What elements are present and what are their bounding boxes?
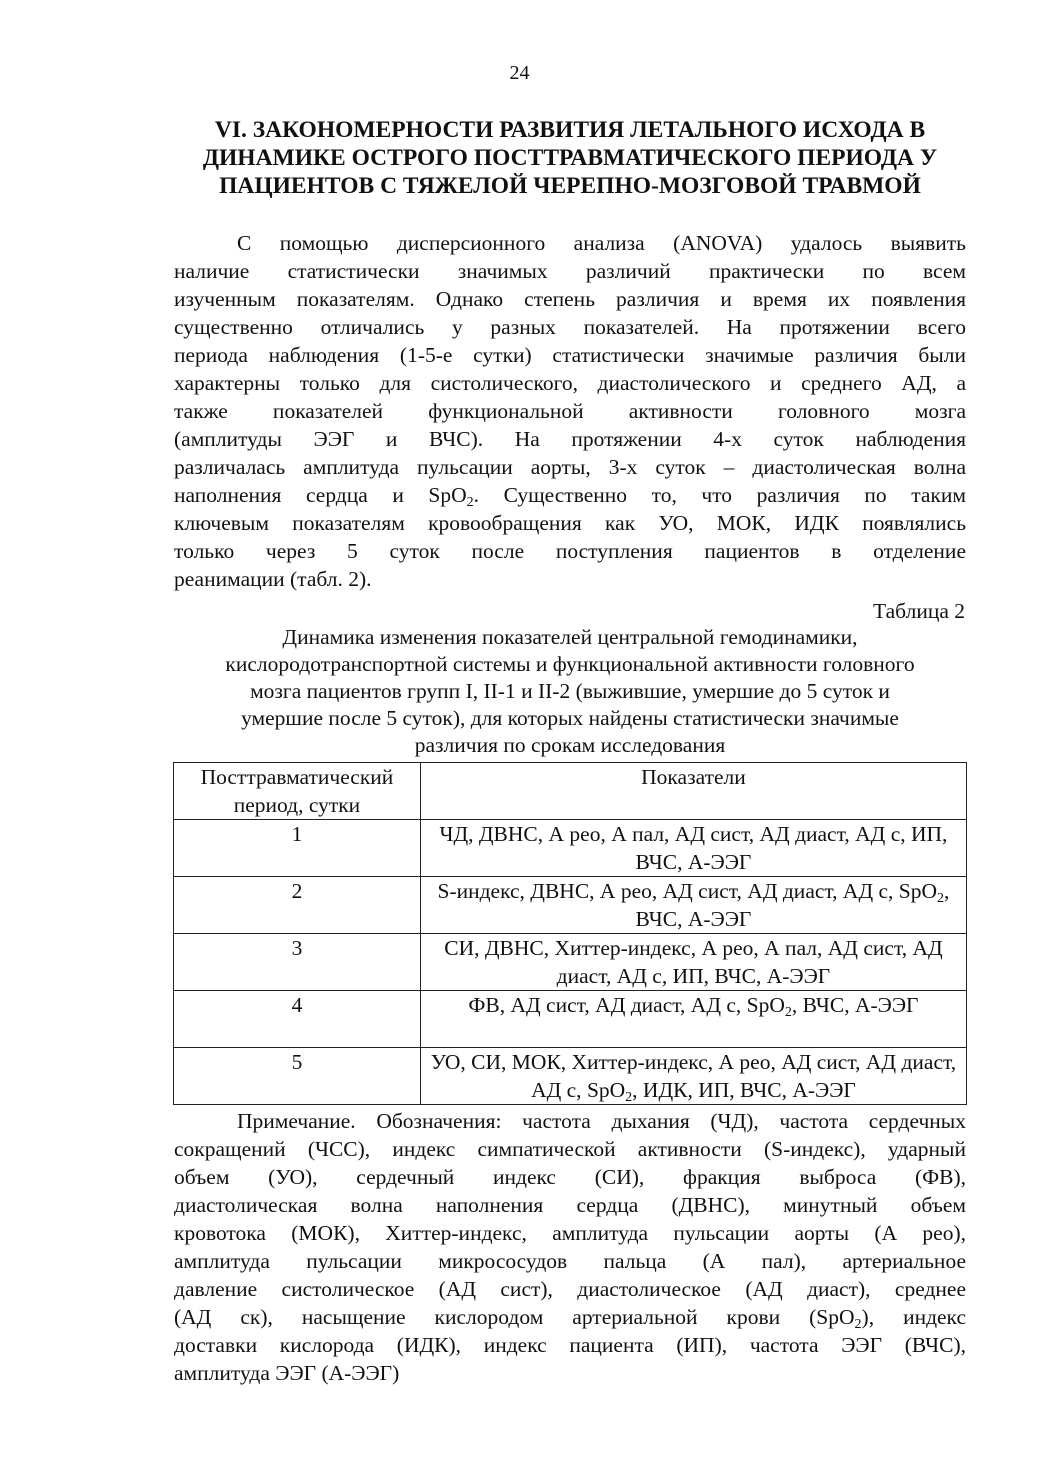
- caption-line: умершие после 5 суток), для которых найдены статистически значимые: [241, 706, 899, 730]
- note-line: кровотока (МОК), Хиттер-индекс, амплитуда пульсации аорты (А рео),: [174, 1221, 966, 1245]
- table-caption: [164, 624, 976, 759]
- subscript: 2: [937, 891, 945, 906]
- period-cell: 4: [174, 991, 421, 1048]
- heading-line: ДИНАМИКЕ ОСТРОГО ПОСТТРАВМАТИЧЕСКОГО ПЕРИОДА У: [202, 145, 938, 171]
- heading-line: VI. ЗАКОНОМЕРНОСТИ РАЗВИТИЯ ЛЕТАЛЬНОГО ИСХОДА В: [214, 117, 926, 143]
- heading-line: ПАЦИЕНТОВ С ТЯЖЕЛОЙ ЧЕРЕПНО-МОЗГОВОЙ ТРАВМОЙ: [219, 173, 921, 199]
- note-line: давление систолическое (АД сист), диастолическое (АД диаст), среднее: [174, 1277, 966, 1301]
- intro-paragraph: [174, 229, 966, 593]
- caption-line: мозга пациентов групп I, II-1 и II-2 (выжившие, умершие до 5 суток и: [250, 679, 890, 703]
- indicators-cell: СИ, ДВНС, Хиттер-индекс, А рео, А пал, АД сист, АД диаст, АД с, ИП, ВЧС, А-ЭЭГ: [420, 934, 966, 991]
- page-number: 24: [509, 62, 530, 84]
- paragraph-line: также показателей функциональной активности головного мозга: [174, 399, 966, 423]
- subscript: 2: [784, 1005, 792, 1020]
- note-line: диастолическая волна наполнения сердца (ДВНС), минутный объем: [174, 1193, 966, 1217]
- paragraph-line: только через 5 суток после поступления пациентов в отделение: [174, 539, 966, 563]
- period-cell: 3: [174, 934, 421, 991]
- paragraph-line: С помощью дисперсионного анализа (ANOVA) удалось выявить: [237, 231, 966, 255]
- paragraph-line: различалась амплитуда пульсации аорты, 3-х суток – диастолическая волна: [174, 455, 966, 479]
- table-note: [174, 1107, 966, 1387]
- subscript: 2: [625, 1090, 633, 1105]
- paragraph-line: реанимации (табл. 2).: [174, 567, 372, 591]
- indicators-cell: ЧД, ДВНС, А рео, А пал, АД сист, АД диаст, АД с, ИП, ВЧС, А-ЭЭГ: [420, 820, 966, 877]
- caption-line: различия по срокам исследования: [414, 733, 726, 757]
- period-cell: 1: [174, 820, 421, 877]
- paragraph-line: наполнения сердца и SpO$_2$. Существенно то, что различия по таким: [174, 483, 966, 510]
- note-line: амплитуда пульсации микрососудов пальца (А пал), артериальное: [174, 1249, 966, 1273]
- paragraph-line: (амплитуды ЭЭГ и ВЧС). На протяжении 4-х суток наблюдения: [174, 427, 966, 451]
- period-cell: 5: [174, 1048, 421, 1105]
- note-line: амплитуда ЭЭГ (А-ЭЭГ): [174, 1361, 400, 1385]
- table-row: [174, 820, 967, 877]
- subscript: 2: [854, 1317, 862, 1332]
- header-indicators: Показатели: [420, 763, 966, 820]
- paragraph-line: существенно отличались у разных показателей. На протяжении всего: [174, 315, 966, 339]
- paragraph-line: наличие статистически значимых различий практически по всем: [174, 259, 966, 283]
- indicators-cell: S-индекс, ДВНС, А рео, АД сист, АД диаст, АД с, SpO$_2$, ВЧС, А-ЭЭГ: [420, 877, 966, 934]
- table-header-row: [174, 763, 967, 820]
- paragraph-line: ключевым показателям кровообращения как УО, МОК, ИДК появлялись: [174, 511, 966, 535]
- note-line: доставки кислорода (ИДК), индекс пациента (ИП), частота ЭЭГ (ВЧС),: [174, 1333, 966, 1357]
- caption-line: кислородотранспортной системы и функциональной активности головного: [225, 652, 915, 676]
- paragraph-line: изученным показателям. Однако степень различия и время их появления: [174, 287, 966, 311]
- note-line: Примечание. Обозначения: частота дыхания (ЧД), частота сердечных: [237, 1109, 966, 1133]
- indicators-cell: УО, СИ, МОК, Хиттер-индекс, А рео, АД сист, АД диаст, АД с, SpO$_2$, ИДК, ИП, ВЧС, А-ЭЭГ: [420, 1048, 966, 1105]
- header-period: Посттравматический период, сутки: [174, 763, 421, 820]
- table-row: [174, 934, 967, 991]
- indicators-table: [173, 762, 967, 1105]
- table-row: [174, 1048, 967, 1105]
- section-heading: [150, 116, 990, 200]
- indicators-cell: ФВ, АД сист, АД диаст, АД с, SpO$_2$, ВЧС, А-ЭЭГ: [420, 991, 966, 1048]
- period-cell: 2: [174, 877, 421, 934]
- subscript: 2: [466, 495, 474, 510]
- table-row: [174, 991, 967, 1048]
- paragraph-line: периода наблюдения (1-5-е сутки) статистически значимые различия были: [174, 343, 966, 367]
- note-line: объем (УО), сердечный индекс (СИ), фракция выброса (ФВ),: [174, 1165, 966, 1189]
- table-row: [174, 877, 967, 934]
- caption-line: Динамика изменения показателей центральной гемодинамики,: [282, 625, 858, 649]
- paragraph-line: характерны только для систолического, диастолического и среднего АД, а: [174, 371, 966, 395]
- note-line: сокращений (ЧСС), индекс симпатической активности (S-индекс), ударный: [174, 1137, 966, 1161]
- note-line: (АД ск), насыщение кислородом артериальной крови (SpO$_2$), индекс: [174, 1305, 967, 1332]
- table-label: Таблица 2: [873, 599, 965, 623]
